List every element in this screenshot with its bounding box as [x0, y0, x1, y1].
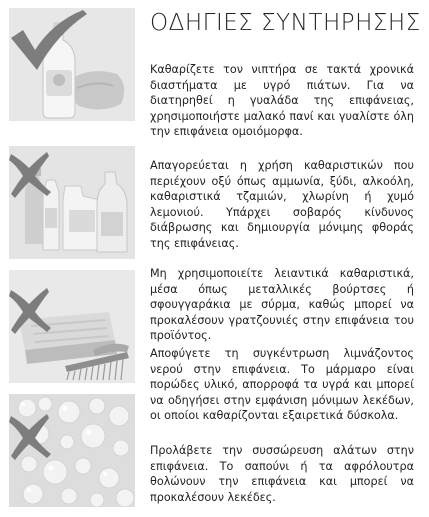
cross-icon — [9, 394, 135, 507]
checkmark-icon — [9, 8, 135, 121]
cross-icon — [9, 146, 135, 259]
instruction-text-3: Μη χρησιμοποιείτε λειαντικά καθαριστικά, μέσα όπως μεταλλικές βούρτσες ή σφουγγαράκια με σύρμα, καθώς μπορεί να προκαλέσουν γρατζουνιές στην επιφάνεια του προϊόντος. — [150, 267, 414, 343]
tile-soap-foam — [9, 394, 135, 507]
page-title: ΟΔΗΓΙΕΣ ΣΥΝΤΗΡΗΣΗΣ — [150, 10, 421, 36]
tile-cleaning-products — [9, 146, 135, 259]
instruction-text-1: Καθαρίζετε τον νιπτήρα σε τακτά χρονικά διαστήματα με υγρό πιάτων. Για να διατηρηθεί η γυαλάδα της επιφάνειας, χρησιμοποιήστε μαλακό πανί και γυαλίστε όλη την επιφάνεια ομοιόμορφα. — [150, 63, 414, 139]
cross-icon — [9, 270, 135, 383]
tile-abrasive-tools — [9, 270, 135, 383]
tile-dish-soap — [9, 8, 135, 121]
instruction-text-4: Αποφύγετε τη συγκέντρωση λιμνάζοντος νερού στην επιφάνεια. Το μάρμαρο είναι πορώδες υλικό, απορροφά τα υγρά και μπορεί να οδηγήσει στην εμφάνιση μόνιμων λεκέδων, οι οποίοι καθαρίζονται εξαιρετικά δύσκολα. — [150, 347, 414, 423]
instruction-text-5: Προλάβετε την συσσώρευση αλάτων στην επιφάνεια. Το σαπούνι ή τα αφρόλουτρα θολώνουν την επιφάνεια και μπορεί να προκαλέσουν λεκέδες. — [150, 444, 414, 504]
instruction-text-2: Απαγορεύεται η χρήση καθαριστικών που περιέχουν οξύ όπως αμμωνία, ξύδι, αλκοόλη, καθαριστικά τζαμιών, χλωρίνη ή χυμό λεμονιού. Υπάρχει σοβαρός κίνδυνος διάβρωσης και δημιουργία μόνιμης φθοράς της επιφάνειας. — [150, 159, 414, 250]
